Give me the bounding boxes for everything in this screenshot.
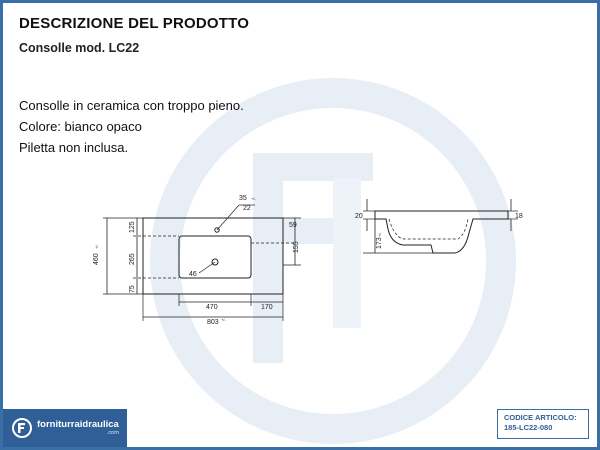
brand-name: forniturraidraulica [37,419,119,430]
product-model: Consolle mod. LC22 [19,41,140,55]
dim-drain-diameter: 46 [189,271,197,278]
page-title: DESCRIZIONE DEL PRODOTTO [19,15,250,32]
article-code-value: 185-LC22-080 [504,423,553,432]
dim-right-margin: 170 [261,304,273,311]
side-view-labels [355,213,523,249]
dim-right-top: 59 [289,222,297,229]
dim-front: 75 [129,285,136,293]
dim-right-basin: 155 [293,241,300,253]
dim-depth-tol: +/- [94,244,99,249]
dim-basin-depth: 265 [129,253,136,265]
dim-height: 173 [376,237,383,249]
article-code-label: CODICE ARTICOLO: [504,413,577,422]
description-line: Consolle in ceramica con troppo pieno. [19,98,244,113]
console-outline [143,218,283,294]
dim-top-thickness: 20 [355,213,363,220]
dim-width-tol: +/- [221,317,226,322]
brand-tld: .com [106,430,119,436]
dim-tap-offset: 22 [243,205,251,212]
dim-width: 803 [207,319,219,326]
side-view [363,199,518,253]
dim-tap-hole-diameter: 35 [239,195,247,202]
side-profile [375,211,508,253]
dim-depth: 460 [93,253,100,265]
brand-logo [3,409,127,447]
dim-edge: 18 [515,213,523,220]
description-line: Piletta non inclusa. [19,140,129,155]
article-code-box [497,409,589,439]
dim-tap-hole-tol: +/- [251,196,256,201]
description-line: Colore: bianco opaco [19,119,142,134]
dim-height-tol: +/- [377,232,382,237]
top-view-labels [93,195,300,326]
faucet-logo-icon [11,417,33,439]
dim-back: 125 [129,221,136,233]
technical-drawing [3,3,600,450]
dim-basin-width: 470 [206,304,218,311]
